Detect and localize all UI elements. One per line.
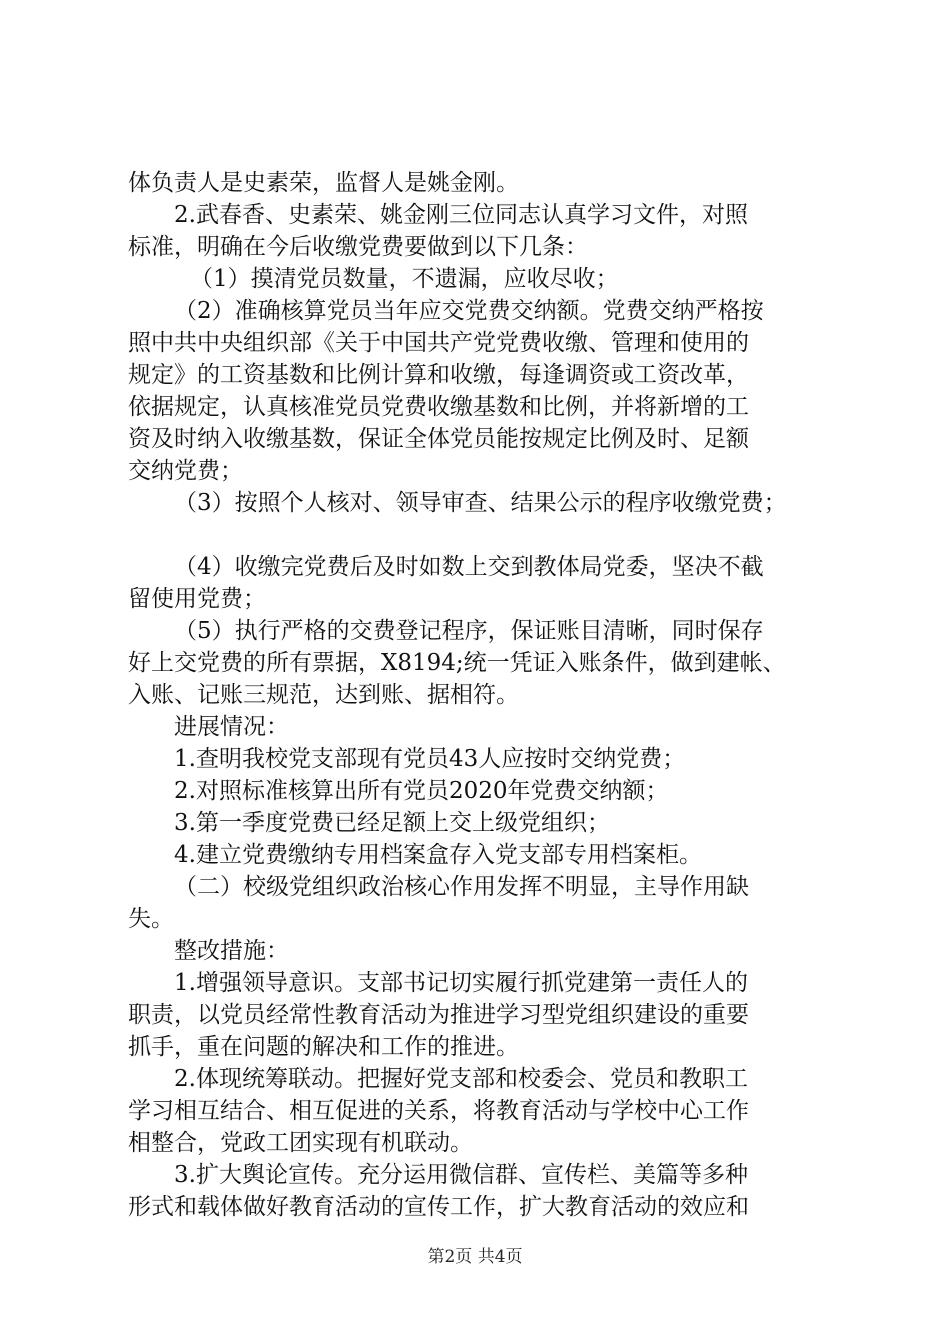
text-line: 资及时纳入收缴基数，保证全体党员能按规定比例及时、足额 (128, 426, 749, 452)
text-line: （5）执行严格的交费登记程序，保证账目清晰，同时保存 (174, 618, 764, 644)
text-line: 入账、记账三规范，达到账、据相符。 (128, 682, 519, 708)
page-footer: 第2页 共4页 (427, 1247, 523, 1267)
text-line: 相整合，党政工团实现有机联动。 (128, 1130, 473, 1156)
text-line: 失。 (128, 906, 174, 932)
text-line: 规定》的工资基数和比例计算和收缴，每逢调资或工资改革， (128, 362, 749, 388)
text-line: 留使用党费； (128, 586, 266, 612)
text-line: 抓手，重在问题的解决和工作的推进。 (128, 1034, 519, 1060)
text-line: 职责，以党员经常性教育活动为推进学习型党组织建设的重要 (128, 1002, 749, 1028)
text-line: 标准，明确在今后收缴党费要做到以下几条： (128, 234, 588, 260)
document-body (128, 167, 840, 1223)
text-line: （3）按照个人核对、领导审查、结果公示的程序收缴党费； (174, 490, 787, 516)
text-line: （二）校级党组织政治核心作用发挥不明显，主导作用缺 (174, 874, 749, 900)
text-line: 1.增强领导意识。支部书记切实履行抓党建第一责任人的 (174, 970, 748, 996)
paragraph-gap (128, 519, 840, 551)
text-line: 学习相互结合、相互促进的关系，将教育活动与学校中心工作 (128, 1098, 749, 1124)
text-line: 整改措施： (174, 938, 289, 964)
text-line: 好上交党费的所有票据，X8194;统一凭证入账条件，做到建帐、 (128, 650, 786, 676)
text-line: 2.体现统筹联动。把握好党支部和校委会、党员和教职工 (174, 1066, 748, 1092)
text-line: 2.武春香、史素荣、姚金刚三位同志认真学习文件，对照 (174, 202, 748, 228)
text-line: 进展情况： (174, 714, 289, 740)
text-line: 形式和载体做好教育活动的宣传工作，扩大教育活动的效应和 (128, 1194, 749, 1220)
text-line: 1.查明我校党支部现有党员43人应按时交纳党费； (174, 746, 686, 772)
text-line: 依据规定，认真核准党员党费收缴基数和比例，并将新增的工 (128, 394, 749, 420)
text-line: （1）摸清党员数量，不遗漏，应收尽收； (190, 266, 619, 292)
text-line: 3.第一季度党费已经足额上交上级党组织； (174, 810, 610, 836)
text-line: 体负责人是史素荣，监督人是姚金刚。 (128, 170, 519, 196)
text-line: （4）收缴完党费后及时如数上交到教体局党委，坚决不截 (174, 554, 764, 580)
text-line: 3.扩大舆论宣传。充分运用微信群、宣传栏、美篇等多种 (174, 1162, 748, 1188)
text-line: 4.建立党费缴纳专用档案盒存入党支部专用档案柜。 (174, 842, 702, 868)
text-line: 照中共中央组织部《关于中国共产党党费收缴、管理和使用的 (128, 330, 749, 356)
text-line: 交纳党费； (128, 458, 243, 484)
text-line: 2.对照标准核算出所有党员2020年党费交纳额； (174, 778, 669, 804)
text-line: （2）准确核算党员当年应交党费交纳额。党费交纳严格按 (174, 298, 764, 324)
